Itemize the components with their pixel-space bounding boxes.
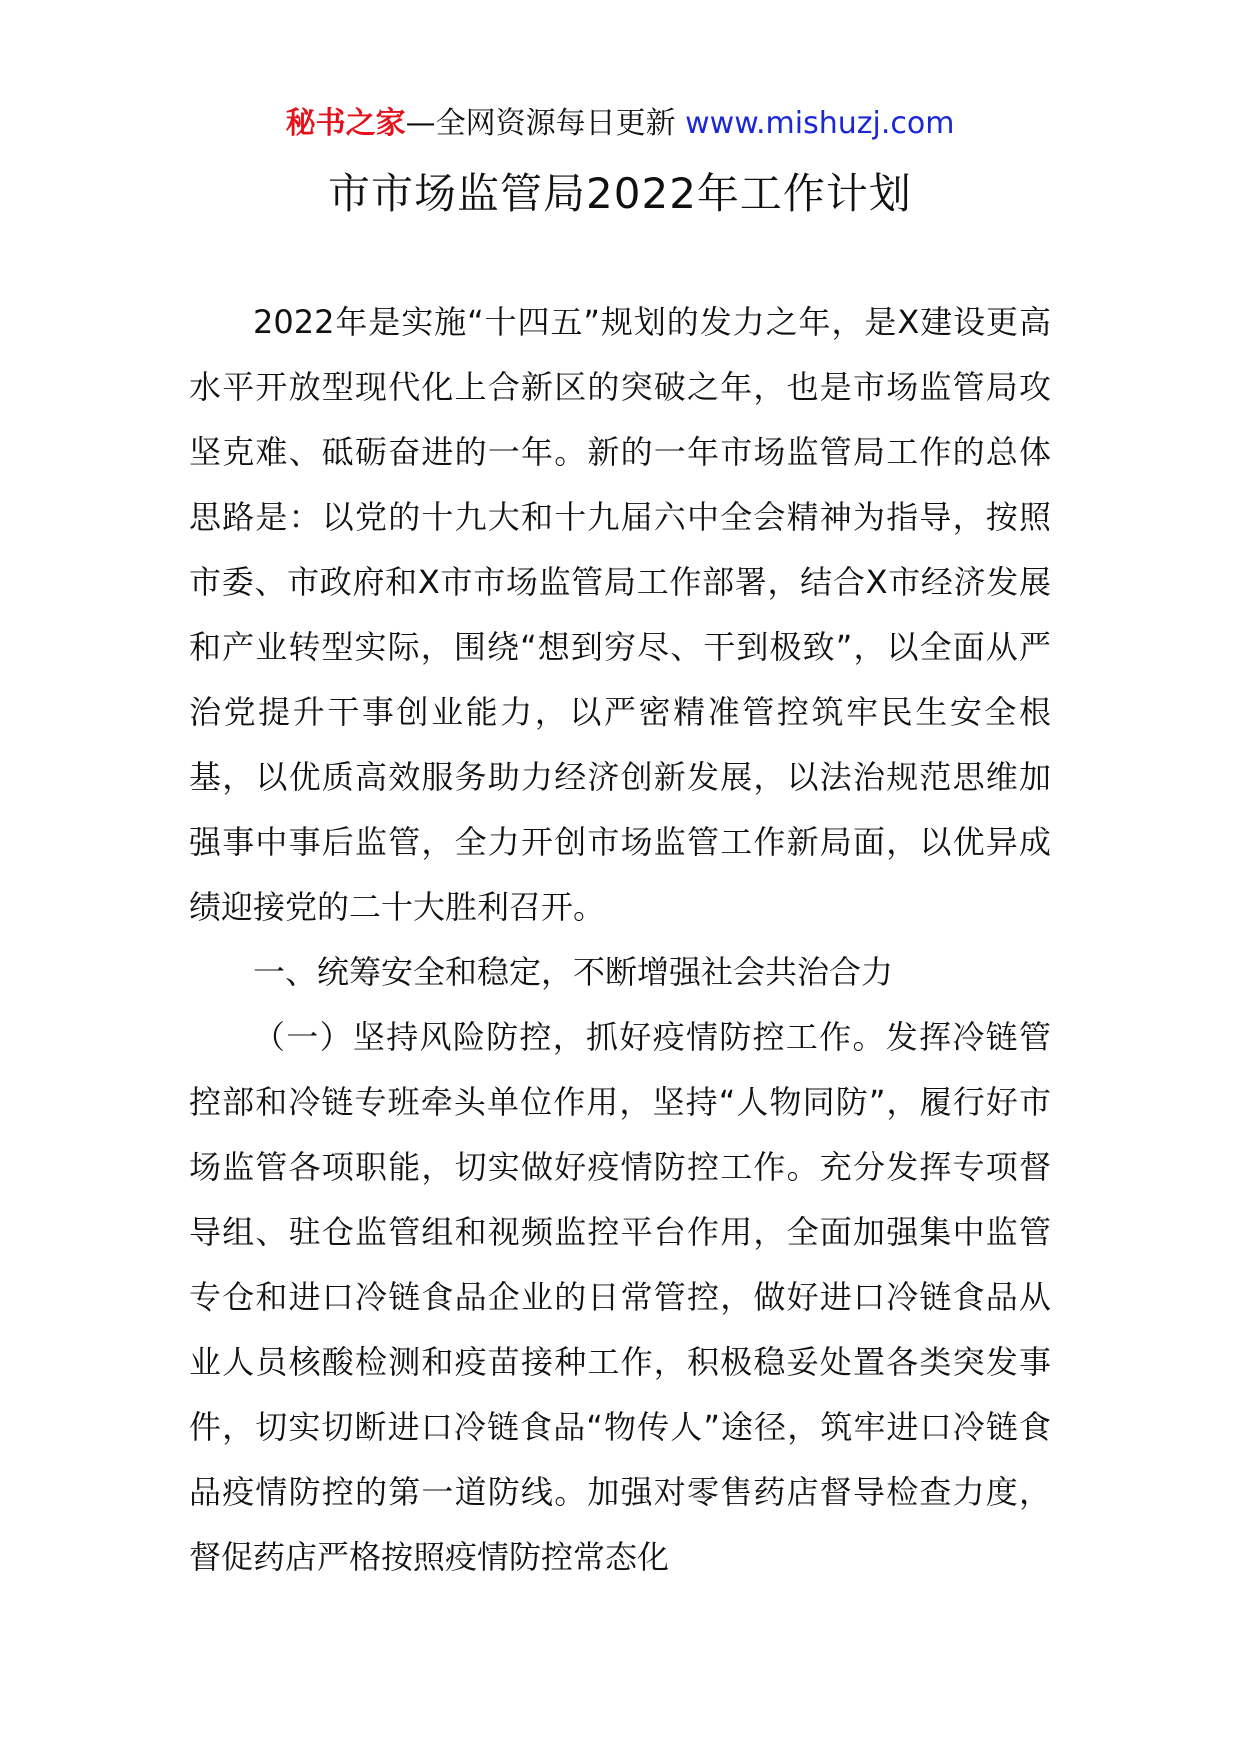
section-heading-1: 一、统筹安全和稳定，不断增强社会共治合力 — [253, 953, 894, 991]
document-title: 市市场监管局2022年工作计划 — [328, 169, 912, 218]
site-tagline: —全网资源每日更新 — [405, 106, 686, 141]
site-url-link[interactable]: www.mishuzj.com — [685, 106, 955, 141]
paragraph-intro: 2022年是实施“十四五”规划的发力之年，是X建设更高水平开放型现代化上合新区的突破之年，也是市场监管局攻坚克难、砥砺奋进的一年。新的一年市场监管局工作的总体思路是：以党的十九大和十九届六中全会精神为指导，按照市委、市政府和X市市场监管局工作部署，结合X市经济发展和产业转型实际，围绕“想到穷尽、干到极致”，以全面从严治党提升干事创业能力，以严密精准管控筑牢民生安全根基，以优质高效服务助力经济创新发展，以法治规范思维加强事中事后监管，全力开创市场监管工作新局面，以优异成绩迎接党的二十大胜利召开。 — [189, 303, 1051, 926]
site-header — [0, 104, 1240, 144]
paragraph-section-1-1: （一）坚持风险防控，抓好疫情防控工作。发挥冷链管控部和冷链专班牵头单位作用，坚持“人物同防”，履行好市场监管各项职能，切实做好疫情防控工作。充分发挥专项督导组、驻仓监管组和视频监控平台作用，全面加强集中监管专仓和进口冷链食品企业的日常管控，做好进口冷链食品从业人员核酸检测和疫苗接种工作，积极稳妥处置各类突发事件，切实切断进口冷链食品“物传人”途径，筑牢进口冷链食品疫情防控的第一道防线。加强对零售药店督导检查力度，督促药店严格按照疫情防控常态化 — [189, 1018, 1051, 1576]
site-brand: 秘书之家 — [285, 106, 406, 141]
document-body — [189, 290, 1051, 1590]
